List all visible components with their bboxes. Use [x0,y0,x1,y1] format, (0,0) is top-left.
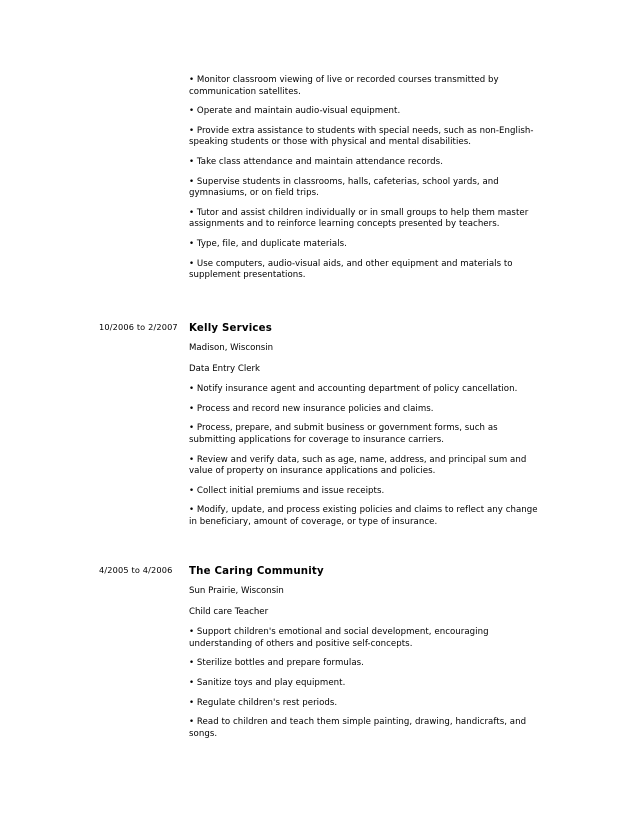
bullet-item: • Use computers, audio-visual aids, and other equipment and materials to supplement presentations. [189,258,513,281]
company-name: Kelly Services [189,323,273,334]
bullet-item: • Sterilize bottles and prepare formulas. [189,658,364,669]
bullet-item: • Modify, update, and process existing policies and claims to reflect any change in beneficiary, amount of coverage, or type of insurance. [189,505,538,527]
bullet-item: • Review and verify data, such as age, name, address, and principal sum and value of property on insurance applications and policies. [189,454,527,477]
bullet-item: • Process, prepare, and submit business or government forms, such as submitting applications for coverage to insurance carriers. [189,423,498,445]
bullet-item: • Type, file, and duplicate materials. [189,238,347,249]
bullet-item: • Notify insurance agent and accounting department of policy cancellation. [189,384,518,395]
bullet-item: • Provide extra assistance to students with special needs, such as non-English-speaking students or those with physical and mental disabilities. [189,125,534,148]
bullet-item: • Collect initial premiums and issue receipts. [189,485,385,496]
bullet-item: • Read to children and teach them simple painting, drawing, handicrafts, and songs. [189,717,527,739]
job-dates: 10/2006 to 2/2007 [99,322,178,332]
bullet-item: • Support children's emotional and social development, encouraging understanding of others and positive self-concepts. [189,627,489,649]
bullet-item: • Regulate children's rest periods. [189,697,338,708]
bullet-item: • Take class attendance and maintain attendance records. [189,156,443,167]
job-entry [189,565,544,748]
job-dates: 4/2005 to 4/2006 [99,565,173,575]
job-title: Child care Teacher [189,606,269,617]
bullet-item: • Supervise students in classrooms, halls, cafeterias, school yards, and gymnasiums, or on field trips. [189,176,499,199]
job-location: Madison, Wisconsin [189,343,274,353]
company-name: The Caring Community [189,566,324,577]
bullet-item: • Operate and maintain audio-visual equipment. [189,106,401,117]
job-title: Data Entry Clerk [189,363,261,374]
bullet-item: • Monitor classroom viewing of live or recorded courses transmitted by communication satellites. [189,75,499,97]
job-location: Sun Prairie, Wisconsin [189,586,284,596]
bullet-item: • Sanitize toys and play equipment. [189,677,346,688]
bullet-item: • Tutor and assist children individually or in small groups to help them master assignments and to reinforce learning concepts presented by teachers. [189,207,529,230]
continued-bullet-list [189,75,544,290]
bullet-item: • Process and record new insurance policies and claims. [189,403,434,414]
job-entry [189,322,544,537]
